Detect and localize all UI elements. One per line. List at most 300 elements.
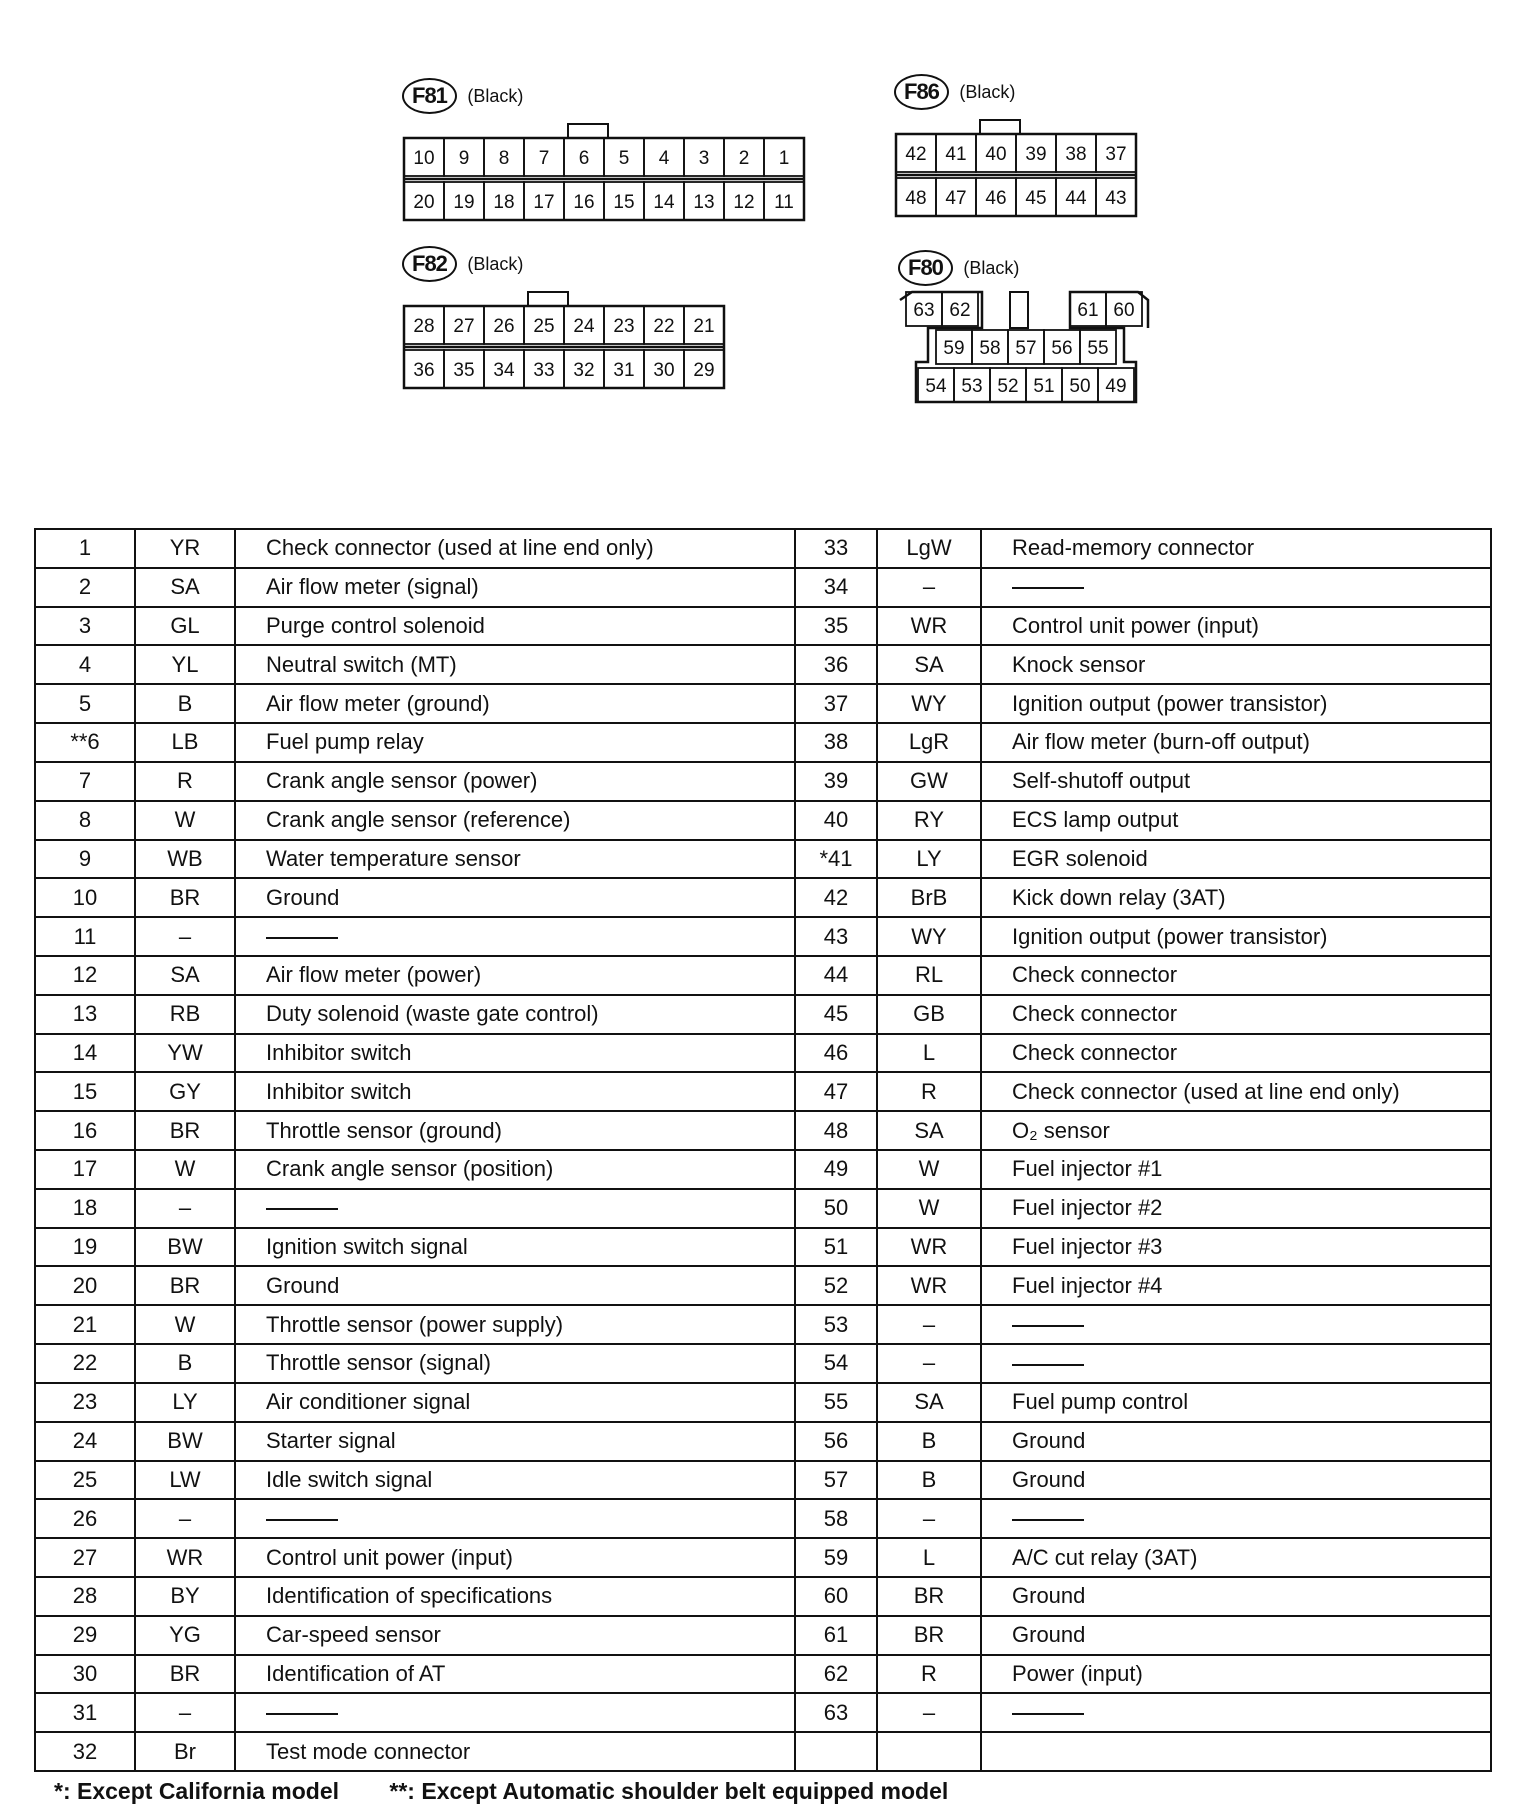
pin-number-cell: 5 bbox=[35, 684, 135, 723]
pin-description-cell: Ignition output (power transistor) bbox=[981, 917, 1491, 956]
table-row bbox=[35, 684, 1491, 723]
connector-pin bbox=[484, 306, 524, 344]
connector-pin bbox=[524, 350, 564, 388]
pin-description-cell: Ground bbox=[981, 1577, 1491, 1616]
pin-number: 47 bbox=[945, 188, 967, 209]
wire-color-cell: RY bbox=[877, 801, 981, 840]
connector-f80 bbox=[898, 250, 1158, 425]
pin-number-cell: 38 bbox=[795, 723, 877, 762]
pin-number: 4 bbox=[658, 148, 670, 169]
pin-number-cell: *41 bbox=[795, 840, 877, 879]
table-row bbox=[35, 607, 1491, 646]
pin-description-cell: Check connector (used at line end only) bbox=[981, 1072, 1491, 1111]
connector-color: (Black) bbox=[963, 257, 1020, 278]
pin-number-cell: 30 bbox=[35, 1655, 135, 1694]
pin-description-cell: Fuel pump relay bbox=[235, 723, 795, 762]
pin-number: 35 bbox=[453, 360, 475, 381]
table-row bbox=[35, 1461, 1491, 1500]
pin-number: 3 bbox=[698, 148, 710, 169]
wire-color-cell: WB bbox=[135, 840, 235, 879]
pin-number: 41 bbox=[945, 144, 967, 165]
pin-description-cell: Identification of AT bbox=[235, 1655, 795, 1694]
pin-number: 38 bbox=[1065, 144, 1087, 165]
pin-number: 9 bbox=[458, 148, 470, 169]
empty-cell bbox=[795, 1732, 877, 1771]
pin-number-cell: 52 bbox=[795, 1266, 877, 1305]
pin-description-cell: Fuel pump control bbox=[981, 1383, 1491, 1422]
pin-description-cell: Ignition output (power transistor) bbox=[981, 684, 1491, 723]
wire-color-cell: B bbox=[135, 684, 235, 723]
pin-number-cell: 50 bbox=[795, 1189, 877, 1228]
pin-number-cell: 59 bbox=[795, 1538, 877, 1577]
wire-color-cell: WY bbox=[877, 684, 981, 723]
connector-pin bbox=[444, 306, 484, 344]
pin-number-cell: 21 bbox=[35, 1305, 135, 1344]
pin-description-cell bbox=[981, 1499, 1491, 1538]
connector-pin bbox=[564, 306, 604, 344]
connector-pin bbox=[564, 350, 604, 388]
pin-number: 48 bbox=[905, 188, 927, 209]
connector-pin bbox=[976, 134, 1016, 172]
connector-pin bbox=[896, 134, 936, 172]
pin-number-cell: 45 bbox=[795, 995, 877, 1034]
pin-number: 59 bbox=[943, 338, 965, 359]
pin-description-cell: Ground bbox=[235, 878, 795, 917]
pin-number-cell: 18 bbox=[35, 1189, 135, 1228]
connector-f82 bbox=[402, 246, 742, 391]
pin-number-cell: 23 bbox=[35, 1383, 135, 1422]
unused-dash bbox=[266, 937, 338, 939]
wire-color-cell: WR bbox=[877, 1266, 981, 1305]
table-row bbox=[35, 1034, 1491, 1073]
pin-number: 1 bbox=[778, 148, 790, 169]
pin-number-cell: 40 bbox=[795, 801, 877, 840]
connector-pin bbox=[1106, 292, 1142, 326]
pin-number: 28 bbox=[413, 316, 435, 337]
table-row bbox=[35, 645, 1491, 684]
pin-number-cell: 1 bbox=[35, 529, 135, 568]
pin-description-cell: Ground bbox=[235, 1266, 795, 1305]
pin-description-cell: Duty solenoid (waste gate control) bbox=[235, 995, 795, 1034]
connector-pin bbox=[684, 350, 724, 388]
pin-description-cell: Throttle sensor (signal) bbox=[235, 1344, 795, 1383]
pin-number-cell: 14 bbox=[35, 1034, 135, 1073]
connector-latch bbox=[568, 124, 608, 138]
pin-number-cell: 16 bbox=[35, 1111, 135, 1150]
table-row bbox=[35, 801, 1491, 840]
pin-description-cell: Inhibitor switch bbox=[235, 1034, 795, 1073]
wire-color-cell: W bbox=[135, 1305, 235, 1344]
empty-cell bbox=[877, 1732, 981, 1771]
wire-color-cell: – bbox=[135, 1499, 235, 1538]
pin-number-cell: 24 bbox=[35, 1422, 135, 1461]
connector-pin bbox=[724, 182, 764, 220]
pin-description-cell: Test mode connector bbox=[235, 1732, 795, 1771]
pin-number: 39 bbox=[1025, 144, 1047, 165]
wire-color-cell: SA bbox=[135, 568, 235, 607]
connector-latch bbox=[528, 292, 568, 306]
connector-pin bbox=[444, 138, 484, 176]
connector-pin bbox=[1016, 178, 1056, 216]
wire-color-cell: BR bbox=[135, 878, 235, 917]
pin-number: 56 bbox=[1051, 338, 1073, 359]
table-row bbox=[35, 917, 1491, 956]
footnote-california: *: Except California model bbox=[54, 1778, 340, 1804]
pin-description-cell: Kick down relay (3AT) bbox=[981, 878, 1491, 917]
wire-color-cell: B bbox=[877, 1422, 981, 1461]
connector-pin bbox=[484, 182, 524, 220]
pin-number-cell: 7 bbox=[35, 762, 135, 801]
connector-pin bbox=[644, 306, 684, 344]
wire-color-cell: B bbox=[877, 1461, 981, 1500]
pin-number: 52 bbox=[997, 376, 1019, 397]
pin-number: 40 bbox=[985, 144, 1007, 165]
pin-number-cell: 17 bbox=[35, 1150, 135, 1189]
pin-number: 17 bbox=[533, 192, 555, 213]
table-row bbox=[35, 1499, 1491, 1538]
pin-description-cell: Crank angle sensor (reference) bbox=[235, 801, 795, 840]
pin-number-cell: 28 bbox=[35, 1577, 135, 1616]
pin-description-cell: Identification of specifications bbox=[235, 1577, 795, 1616]
unused-dash bbox=[1012, 1325, 1084, 1327]
connector-pin bbox=[906, 292, 942, 326]
wire-color-cell: SA bbox=[135, 956, 235, 995]
pin-number: 34 bbox=[493, 360, 515, 381]
wire-color-cell: B bbox=[135, 1344, 235, 1383]
connector-id: F86 bbox=[894, 74, 949, 110]
connector-pin bbox=[684, 138, 724, 176]
connector-pin bbox=[942, 292, 978, 326]
connector-latch bbox=[980, 120, 1020, 134]
wire-color-cell: LY bbox=[877, 840, 981, 879]
connector-latch bbox=[1010, 292, 1028, 328]
connector-color: (Black) bbox=[467, 85, 524, 106]
connector-pin bbox=[524, 182, 564, 220]
connector-pin bbox=[564, 182, 604, 220]
wire-color-cell: BR bbox=[877, 1577, 981, 1616]
pin-description-cell: O₂ sensor bbox=[981, 1111, 1491, 1150]
connector-pin bbox=[404, 350, 444, 388]
wire-color-cell: YR bbox=[135, 529, 235, 568]
wire-color-cell: LgW bbox=[877, 529, 981, 568]
connector-pin bbox=[954, 368, 990, 402]
connector-id: F80 bbox=[898, 250, 953, 286]
connector-pin bbox=[524, 138, 564, 176]
pin-number-cell: 62 bbox=[795, 1655, 877, 1694]
pin-description-cell: Air flow meter (ground) bbox=[235, 684, 795, 723]
pin-number: 5 bbox=[618, 148, 630, 169]
pin-number: 19 bbox=[453, 192, 475, 213]
connector-pin bbox=[684, 182, 724, 220]
connector-pin bbox=[976, 178, 1016, 216]
wire-color-cell: – bbox=[877, 1499, 981, 1538]
table-row bbox=[35, 568, 1491, 607]
pin-number-cell: 20 bbox=[35, 1266, 135, 1305]
pin-description-cell: Fuel injector #1 bbox=[981, 1150, 1491, 1189]
connector-pin bbox=[644, 138, 684, 176]
wire-color-cell: R bbox=[877, 1072, 981, 1111]
pin-description-cell: A/C cut relay (3AT) bbox=[981, 1538, 1491, 1577]
connector-f81 bbox=[402, 78, 822, 223]
pin-number-cell: 13 bbox=[35, 995, 135, 1034]
wire-color-cell: – bbox=[877, 568, 981, 607]
pin-number-cell: 42 bbox=[795, 878, 877, 917]
wire-color-cell: WY bbox=[877, 917, 981, 956]
wire-color-cell: – bbox=[135, 1693, 235, 1732]
pin-number: 54 bbox=[925, 376, 947, 397]
pin-description-cell: Ground bbox=[981, 1616, 1491, 1655]
pin-number: 57 bbox=[1015, 338, 1037, 359]
wire-color-cell: – bbox=[877, 1305, 981, 1344]
pin-number: 43 bbox=[1105, 188, 1127, 209]
pin-number: 61 bbox=[1077, 300, 1099, 321]
connector-pin bbox=[1080, 330, 1116, 364]
pin-number: 26 bbox=[493, 316, 515, 337]
pin-description-cell: Read-memory connector bbox=[981, 529, 1491, 568]
wire-color-cell: SA bbox=[877, 1111, 981, 1150]
unused-dash bbox=[1012, 1519, 1084, 1521]
connector-pin bbox=[404, 182, 444, 220]
pin-number-cell: 26 bbox=[35, 1499, 135, 1538]
connector-pin bbox=[444, 350, 484, 388]
pin-description-cell bbox=[235, 917, 795, 956]
connector-f86 bbox=[894, 74, 1154, 219]
pin-table-body bbox=[35, 529, 1491, 1771]
wire-color-cell: – bbox=[877, 1693, 981, 1732]
pin-description-cell: Control unit power (input) bbox=[981, 607, 1491, 646]
connector-pin bbox=[936, 134, 976, 172]
pin-description-cell: Inhibitor switch bbox=[235, 1072, 795, 1111]
wire-color-cell: WR bbox=[877, 1228, 981, 1267]
pin-number: 25 bbox=[533, 316, 555, 337]
connector-pin bbox=[484, 138, 524, 176]
table-row bbox=[35, 529, 1491, 568]
pin-number-cell: **6 bbox=[35, 723, 135, 762]
pin-description-cell bbox=[981, 1305, 1491, 1344]
pin-number: 18 bbox=[493, 192, 515, 213]
wire-color-cell: R bbox=[135, 762, 235, 801]
pin-description-cell: Crank angle sensor (position) bbox=[235, 1150, 795, 1189]
wire-color-cell: W bbox=[135, 801, 235, 840]
table-row bbox=[35, 1616, 1491, 1655]
table-row bbox=[35, 1655, 1491, 1694]
pin-number: 49 bbox=[1105, 376, 1127, 397]
wire-color-cell: L bbox=[877, 1538, 981, 1577]
pin-description-cell: Air flow meter (burn-off output) bbox=[981, 723, 1491, 762]
pin-number: 37 bbox=[1105, 144, 1127, 165]
wire-color-cell: LB bbox=[135, 723, 235, 762]
pin-number: 2 bbox=[738, 148, 750, 169]
pin-description-cell: Air conditioner signal bbox=[235, 1383, 795, 1422]
connector-pin bbox=[764, 182, 804, 220]
pin-number-cell: 34 bbox=[795, 568, 877, 607]
wire-color-cell: BR bbox=[135, 1266, 235, 1305]
pin-number: 58 bbox=[979, 338, 1001, 359]
pin-number-cell: 43 bbox=[795, 917, 877, 956]
wire-color-cell: BrB bbox=[877, 878, 981, 917]
pin-description-cell: Power (input) bbox=[981, 1655, 1491, 1694]
connector-pin bbox=[444, 182, 484, 220]
connector-pin bbox=[404, 306, 444, 344]
unused-dash bbox=[266, 1713, 338, 1715]
table-row bbox=[35, 1693, 1491, 1732]
pin-number: 51 bbox=[1033, 376, 1055, 397]
table-row bbox=[35, 1111, 1491, 1150]
pin-description-cell: Purge control solenoid bbox=[235, 607, 795, 646]
wire-color-cell: LY bbox=[135, 1383, 235, 1422]
empty-cell bbox=[981, 1732, 1491, 1771]
connector-pin bbox=[1070, 292, 1106, 326]
table-row bbox=[35, 1344, 1491, 1383]
table-row bbox=[35, 1266, 1491, 1305]
footnote-shoulder-belt: **: Except Automatic shoulder belt equipped model bbox=[389, 1778, 949, 1804]
pin-number-cell: 56 bbox=[795, 1422, 877, 1461]
connector-pin bbox=[990, 368, 1026, 402]
connector-pin bbox=[644, 350, 684, 388]
pin-number-cell: 2 bbox=[35, 568, 135, 607]
pin-number: 32 bbox=[573, 360, 595, 381]
pin-number: 20 bbox=[413, 192, 435, 213]
connector-pin bbox=[1008, 330, 1044, 364]
pin-number: 6 bbox=[578, 148, 590, 169]
pin-description-cell bbox=[235, 1499, 795, 1538]
pin-number: 13 bbox=[693, 192, 715, 213]
connector-pin bbox=[524, 306, 564, 344]
connector-pin bbox=[684, 306, 724, 344]
connector-pin bbox=[604, 306, 644, 344]
footnotes bbox=[54, 1778, 992, 1805]
connector-f80-header bbox=[898, 250, 1019, 290]
pin-number-cell: 32 bbox=[35, 1732, 135, 1771]
connector-pin bbox=[1062, 368, 1098, 402]
connector-pin bbox=[1056, 178, 1096, 216]
pin-number-cell: 53 bbox=[795, 1305, 877, 1344]
connector-color: (Black) bbox=[467, 253, 524, 274]
table-row bbox=[35, 1150, 1491, 1189]
connector-f86-diagram bbox=[894, 114, 1154, 219]
pin-description-cell: Car-speed sensor bbox=[235, 1616, 795, 1655]
pin-number-cell: 29 bbox=[35, 1616, 135, 1655]
wire-color-cell: LW bbox=[135, 1461, 235, 1500]
connector-f80-diagram bbox=[898, 290, 1158, 425]
connector-pin bbox=[1016, 134, 1056, 172]
unused-dash bbox=[266, 1208, 338, 1210]
wire-color-cell: W bbox=[135, 1150, 235, 1189]
pin-description-cell: Ground bbox=[981, 1422, 1491, 1461]
pin-number: 12 bbox=[733, 192, 755, 213]
unused-dash bbox=[1012, 1713, 1084, 1715]
connector-pin bbox=[1056, 134, 1096, 172]
pin-number-cell: 51 bbox=[795, 1228, 877, 1267]
wire-color-cell: BR bbox=[877, 1616, 981, 1655]
pin-number: 53 bbox=[961, 376, 983, 397]
pin-description-cell: Crank angle sensor (power) bbox=[235, 762, 795, 801]
connector-pin bbox=[1096, 178, 1136, 216]
wire-color-cell: YW bbox=[135, 1034, 235, 1073]
connector-pin bbox=[1026, 368, 1062, 402]
pin-description-cell: Throttle sensor (power supply) bbox=[235, 1305, 795, 1344]
pin-description-cell: Ground bbox=[981, 1461, 1491, 1500]
connector-pin bbox=[404, 138, 444, 176]
pin-number-cell: 11 bbox=[35, 917, 135, 956]
pin-number-cell: 9 bbox=[35, 840, 135, 879]
pin-number-cell: 57 bbox=[795, 1461, 877, 1500]
wire-color-cell: GY bbox=[135, 1072, 235, 1111]
wire-color-cell: YG bbox=[135, 1616, 235, 1655]
table-row bbox=[35, 1422, 1491, 1461]
pin-number-cell: 12 bbox=[35, 956, 135, 995]
pin-description-cell: ECS lamp output bbox=[981, 801, 1491, 840]
table-row bbox=[35, 1305, 1491, 1344]
connector-pin bbox=[604, 182, 644, 220]
pin-number: 50 bbox=[1069, 376, 1091, 397]
pin-number-cell: 55 bbox=[795, 1383, 877, 1422]
connector-pin bbox=[604, 350, 644, 388]
pin-description-cell: Check connector bbox=[981, 995, 1491, 1034]
pin-number-cell: 39 bbox=[795, 762, 877, 801]
wire-color-cell: BR bbox=[135, 1111, 235, 1150]
table-row bbox=[35, 840, 1491, 879]
wire-color-cell: R bbox=[877, 1655, 981, 1694]
connector-f82-header bbox=[402, 246, 523, 286]
connector-id: F81 bbox=[402, 78, 457, 114]
table-row bbox=[35, 1577, 1491, 1616]
table-row bbox=[35, 1538, 1491, 1577]
table-row bbox=[35, 1189, 1491, 1228]
connector-f82-diagram bbox=[402, 286, 742, 391]
wire-color-cell: L bbox=[877, 1034, 981, 1073]
pin-number: 31 bbox=[613, 360, 635, 381]
table-row bbox=[35, 762, 1491, 801]
pin-number-cell: 47 bbox=[795, 1072, 877, 1111]
pin-number-cell: 63 bbox=[795, 1693, 877, 1732]
connector-pin bbox=[724, 138, 764, 176]
pin-number-cell: 22 bbox=[35, 1344, 135, 1383]
connector-pin bbox=[764, 138, 804, 176]
pin-number: 22 bbox=[653, 316, 675, 337]
pin-number-cell: 60 bbox=[795, 1577, 877, 1616]
connector-f81-diagram bbox=[402, 118, 822, 223]
wire-color-cell: – bbox=[877, 1344, 981, 1383]
pin-number: 42 bbox=[905, 144, 927, 165]
pin-number-cell: 48 bbox=[795, 1111, 877, 1150]
pin-number: 46 bbox=[985, 188, 1007, 209]
pin-number: 14 bbox=[653, 192, 675, 213]
pin-number: 23 bbox=[613, 316, 635, 337]
table-row bbox=[35, 723, 1491, 762]
pin-number-cell: 58 bbox=[795, 1499, 877, 1538]
wire-color-cell: GL bbox=[135, 607, 235, 646]
wire-color-cell: RL bbox=[877, 956, 981, 995]
pin-number: 36 bbox=[413, 360, 435, 381]
pin-number-cell: 36 bbox=[795, 645, 877, 684]
pin-description-cell: Control unit power (input) bbox=[235, 1538, 795, 1577]
connector-pin bbox=[484, 350, 524, 388]
wire-color-cell: WR bbox=[877, 607, 981, 646]
connector-pin bbox=[972, 330, 1008, 364]
pin-number: 15 bbox=[613, 192, 635, 213]
pin-description-cell: Check connector bbox=[981, 1034, 1491, 1073]
connector-pin bbox=[1044, 330, 1080, 364]
unused-dash bbox=[1012, 587, 1084, 589]
pin-description-cell: Air flow meter (power) bbox=[235, 956, 795, 995]
wire-color-cell: – bbox=[135, 917, 235, 956]
pin-description-cell bbox=[981, 1693, 1491, 1732]
table-row bbox=[35, 1072, 1491, 1111]
pin-assignment-table bbox=[34, 528, 1492, 1772]
pin-number: 10 bbox=[413, 148, 435, 169]
pin-description-cell: Idle switch signal bbox=[235, 1461, 795, 1500]
